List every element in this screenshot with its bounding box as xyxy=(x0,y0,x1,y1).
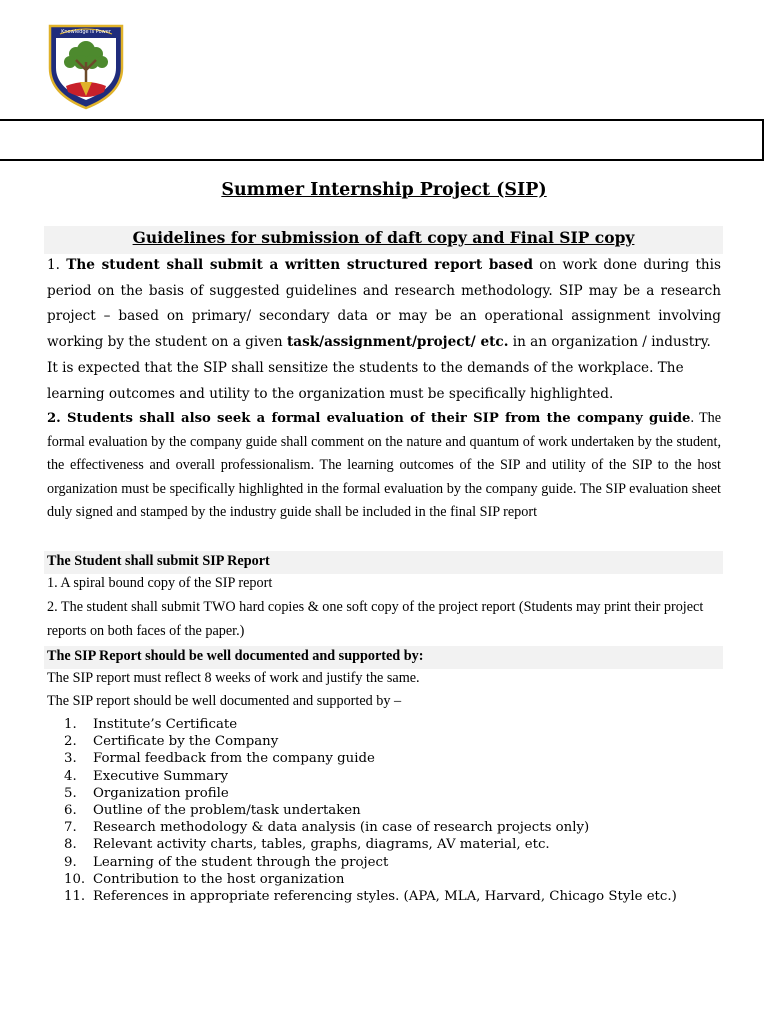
list-item-text: References in appropriate referencing styles. (APA, MLA, Harvard, Chicago Style etc.) xyxy=(93,888,677,904)
svg-text:Knowledge is Power: Knowledge is Power xyxy=(61,29,111,35)
documentation-list-item xyxy=(64,836,677,853)
list-item-number: 3. xyxy=(64,751,77,767)
submit-heading: The Student shall submit SIP Report xyxy=(44,551,723,574)
list-item-number: 9. xyxy=(64,854,77,870)
paragraph-1-bold-task: task/assignment/project/ etc. xyxy=(286,333,509,350)
documentation-list-item xyxy=(64,802,677,819)
documentation-list-item xyxy=(64,785,677,802)
list-item-text: Executive Summary xyxy=(93,768,228,784)
documentation-line-2: The SIP report should be well documented and supported by – xyxy=(47,693,402,709)
documentation-list-item xyxy=(64,819,677,836)
list-item-text: Certificate by the Company xyxy=(93,734,279,750)
header-box xyxy=(0,119,764,161)
list-item-number: 6. xyxy=(64,802,77,818)
list-item-text: Contribution to the host organization xyxy=(93,871,345,887)
list-item-number: 1. xyxy=(64,717,77,732)
documentation-list-item xyxy=(64,768,677,785)
list-item-text: Research methodology & data analysis (in case of research projects only) xyxy=(93,820,590,836)
list-item-number: 4. xyxy=(64,768,77,784)
submit-item-1: 1. A spiral bound copy of the SIP report xyxy=(47,575,273,591)
list-item-number: 11. xyxy=(64,888,86,904)
documentation-line-1: The SIP report must reflect 8 weeks of work and justify the same. xyxy=(47,670,420,686)
list-item-text: Institute’s Certificate xyxy=(93,717,238,732)
documentation-list-item xyxy=(64,854,677,871)
documentation-list-item xyxy=(64,733,677,750)
list-item-text: Outline of the problem/task undertaken xyxy=(93,802,361,818)
list-item-number: 2. xyxy=(64,734,77,750)
paragraph-1 xyxy=(47,253,721,355)
list-item-number: 10. xyxy=(64,871,86,887)
list-item-number: 7. xyxy=(64,820,77,836)
submit-item-2: 2. The student shall submit TWO hard copies & one soft copy of the project report (Students may print their project reports on both faces of the paper.) xyxy=(47,599,704,639)
documentation-list-item xyxy=(64,716,677,733)
documentation-heading: The SIP Report should be well documented and supported by: xyxy=(44,646,723,669)
paragraph-2-text: . The formal evaluation by the company guide shall comment on the nature and quantum of work undertaken by the student, the effectiveness and overall professionalism. The learning outcomes of the SIP and utility of the SIP to the host organization must be specifically highlighted in the formal evaluation by the company guide. The SIP evaluation sheet duly signed and stamped by the industry guide shall be included in the final SIP report xyxy=(47,410,721,520)
documentation-list-item xyxy=(64,750,677,767)
documentation-list-item xyxy=(64,888,677,905)
list-item-text: Formal feedback from the company guide xyxy=(93,751,375,767)
paragraph-1-expectation: It is expected that the SIP shall sensitize the students to the demands of the workplace. The learning outcomes and utility to the organization must be specifically highlighted. xyxy=(47,360,684,402)
list-item-text: Organization profile xyxy=(93,785,229,801)
institute-logo xyxy=(46,22,126,110)
paragraph-1-text: on work done during this period on the basis of suggested guidelines and research methodology. SIP may be a research project – based on primary/ secondary data or may be an operational assignment involving working by the student on a given xyxy=(47,257,721,350)
paragraph-1-text-end: in an organization / industry. xyxy=(508,333,711,350)
paragraph-2-bold-lead: 2. Students shall also seek a formal evaluation of their SIP from the company guide xyxy=(47,411,691,426)
list-item-text: Relevant activity charts, tables, graphs, diagrams, AV material, etc. xyxy=(93,837,550,853)
paragraph-2 xyxy=(47,407,721,525)
section-title: Guidelines for submission of daft copy and Final SIP copy xyxy=(44,226,723,254)
documentation-list xyxy=(64,716,677,905)
page-title: Summer Internship Project (SIP) xyxy=(221,180,547,200)
paragraph-1-number: 1. xyxy=(47,257,67,273)
list-item-text: Learning of the student through the project xyxy=(93,854,389,870)
list-item-number: 5. xyxy=(64,785,77,801)
documentation-list-item xyxy=(64,871,677,888)
paragraph-1-bold-lead: The student shall submit a written structured report based xyxy=(66,257,533,273)
list-item-number: 8. xyxy=(64,837,77,853)
